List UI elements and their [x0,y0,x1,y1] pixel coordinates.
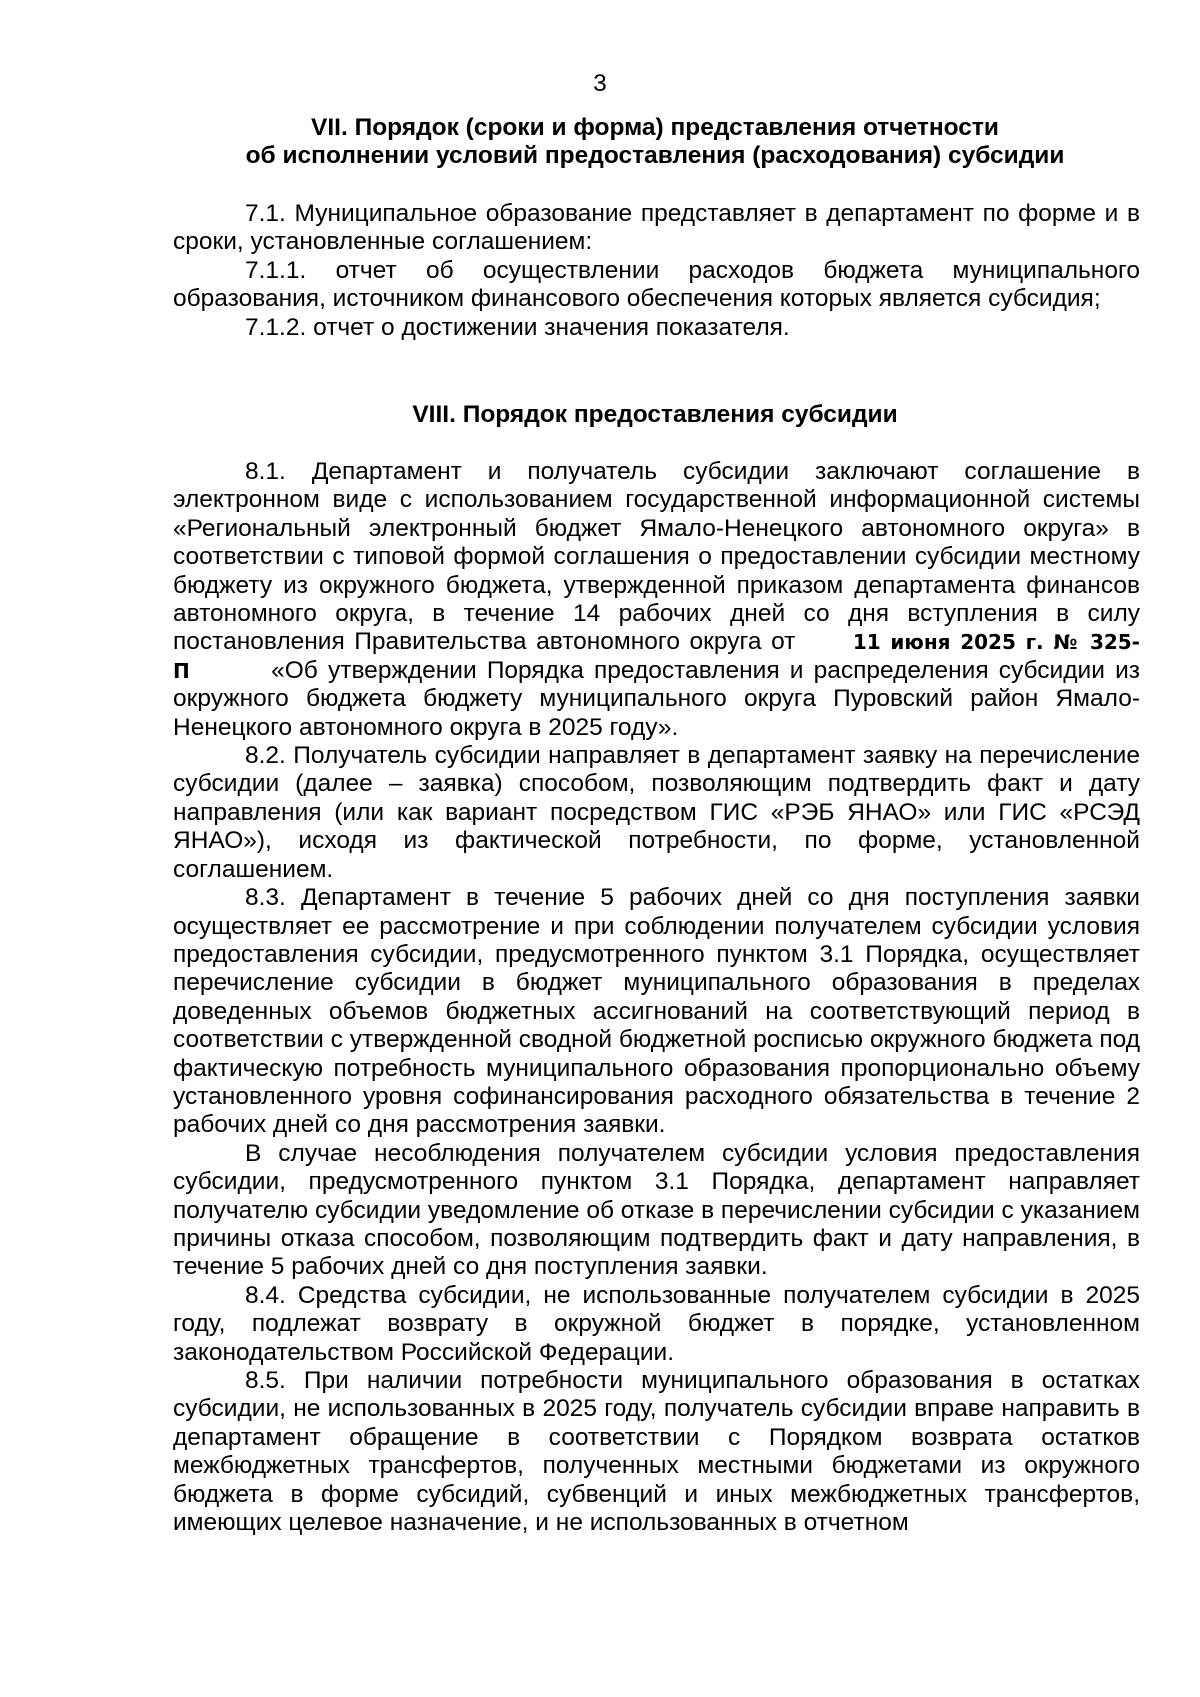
section-7-heading-line-2: об исполнении условий предоставления (расходования) субсидии [245,142,1065,170]
paragraph-8-1-title: «Об утверждении Порядка предоставления и распределения субсидии из окружного бюджета бюджету муниципального округа Пуровский район Ямало-Ненецкого автономного округа в 2025 году». [173,656,1140,741]
paragraph-8-4: 8.4. Средства субсидии, не использованные получателем субсидии в 2025 году, подлежат возврату в окружной бюджет в порядке, установленном законодательством Российской Федерации. [173,1281,1140,1366]
section-7-heading-line-1: VII. Порядок (сроки и форма) представления отчетности [311,114,999,141]
section-7-heading [170,114,1140,171]
paragraph-8-1-text: 8.1. Департамент и получатель субсидии заключают соглашение в электронном виде с использованием государственной информационной системы «Региональный электронный бюджет Ямало-Ненецкого автономного округа» в соответствии с типовой формой соглашения о предоставлении субсидии местному бюджету из окружного бюджета, утвержденной приказом департамента финансов автономного округа, в течение 14 рабочих дней со дня вступления в силу постановления Правительства автономного округа [173,458,1140,656]
paragraph-8-2: 8.2. Получатель субсидии направляет в департамент заявку на перечисление субсидии (далее – заявка) способом, позволяющим подтвердить факт и дату направления (или как вариант посредством ГИС «РЭБ ЯНАО» или ГИС «РСЭД ЯНАО»), исходя из фактической потребности, по форме, установленной соглашением. [173,742,1140,883]
section-7-body [173,200,1140,342]
paragraph-8-1 [173,458,1140,742]
paragraph-8-3-refusal: В случае несоблюдения получателем субсидии условия предоставления субсидии, предусмотренного пунктом 3.1 Порядка, департамент направляет получателю субсидии уведомление об отказе в перечислении субсидии с указанием причины отказа способом, позволяющим подтвердить факт и дату направления, в течение 5 рабочих дней со дня поступления заявки. [173,1139,1140,1281]
paragraph-8-5: 8.5. При наличии потребности муниципального образования в остатках субсидии, не использованных в 2025 году, получатель субсидии вправе направить в департамент обращение в соответствии с Порядком возврата остатков межбюджетных трансфертов, полученных местными бюджетами из окружного бюджета в форме субсидий, субвенций и иных межбюджетных трансфертов, имеющих целевое назначение, и не использованных в отчетном [173,1367,1140,1537]
section-8-heading: VIII. Порядок предоставления субсидии [412,401,898,428]
page-number: 3 [593,70,607,97]
paragraph-7-1-2: 7.1.2. отчет о достижении значения показателя. [245,313,790,341]
paragraph-8-1-from: от [771,628,796,656]
paragraph-7-1: 7.1. Муниципальное образование представляет в департамент по форме и в сроки, установленные соглашением: [173,200,1140,256]
paragraph-8-3: 8.3. Департамент в течение 5 рабочих дней со дня поступления заявки осуществляет ее рассмотрение и при соблюдении получателем субсидии условия предоставления субсидии, предусмотренного пунктом 3.1 Порядка, осуществляет перечисление субсидии в бюджет муниципального образования в пределах доведенных объемов бюджетных ассигнований на соответствующий период в соответствии с утвержденной сводной бюджетной росписью окружного бюджета под фактическую потребность муниципального образования пропорционально объему установленного уровня софинансирования расходного обязательства в течение 2 рабочих дней со дня рассмотрения заявки. [173,884,1140,1139]
section-8-body [173,458,1140,1537]
paragraph-7-1-1: 7.1.1. отчет об осуществлении расходов бюджета муниципального образования, источником финансового обеспечения которых является субсидия; [173,256,1140,313]
registration-stamp: 11 июня 2025 г. № 325-П [173,630,1140,683]
